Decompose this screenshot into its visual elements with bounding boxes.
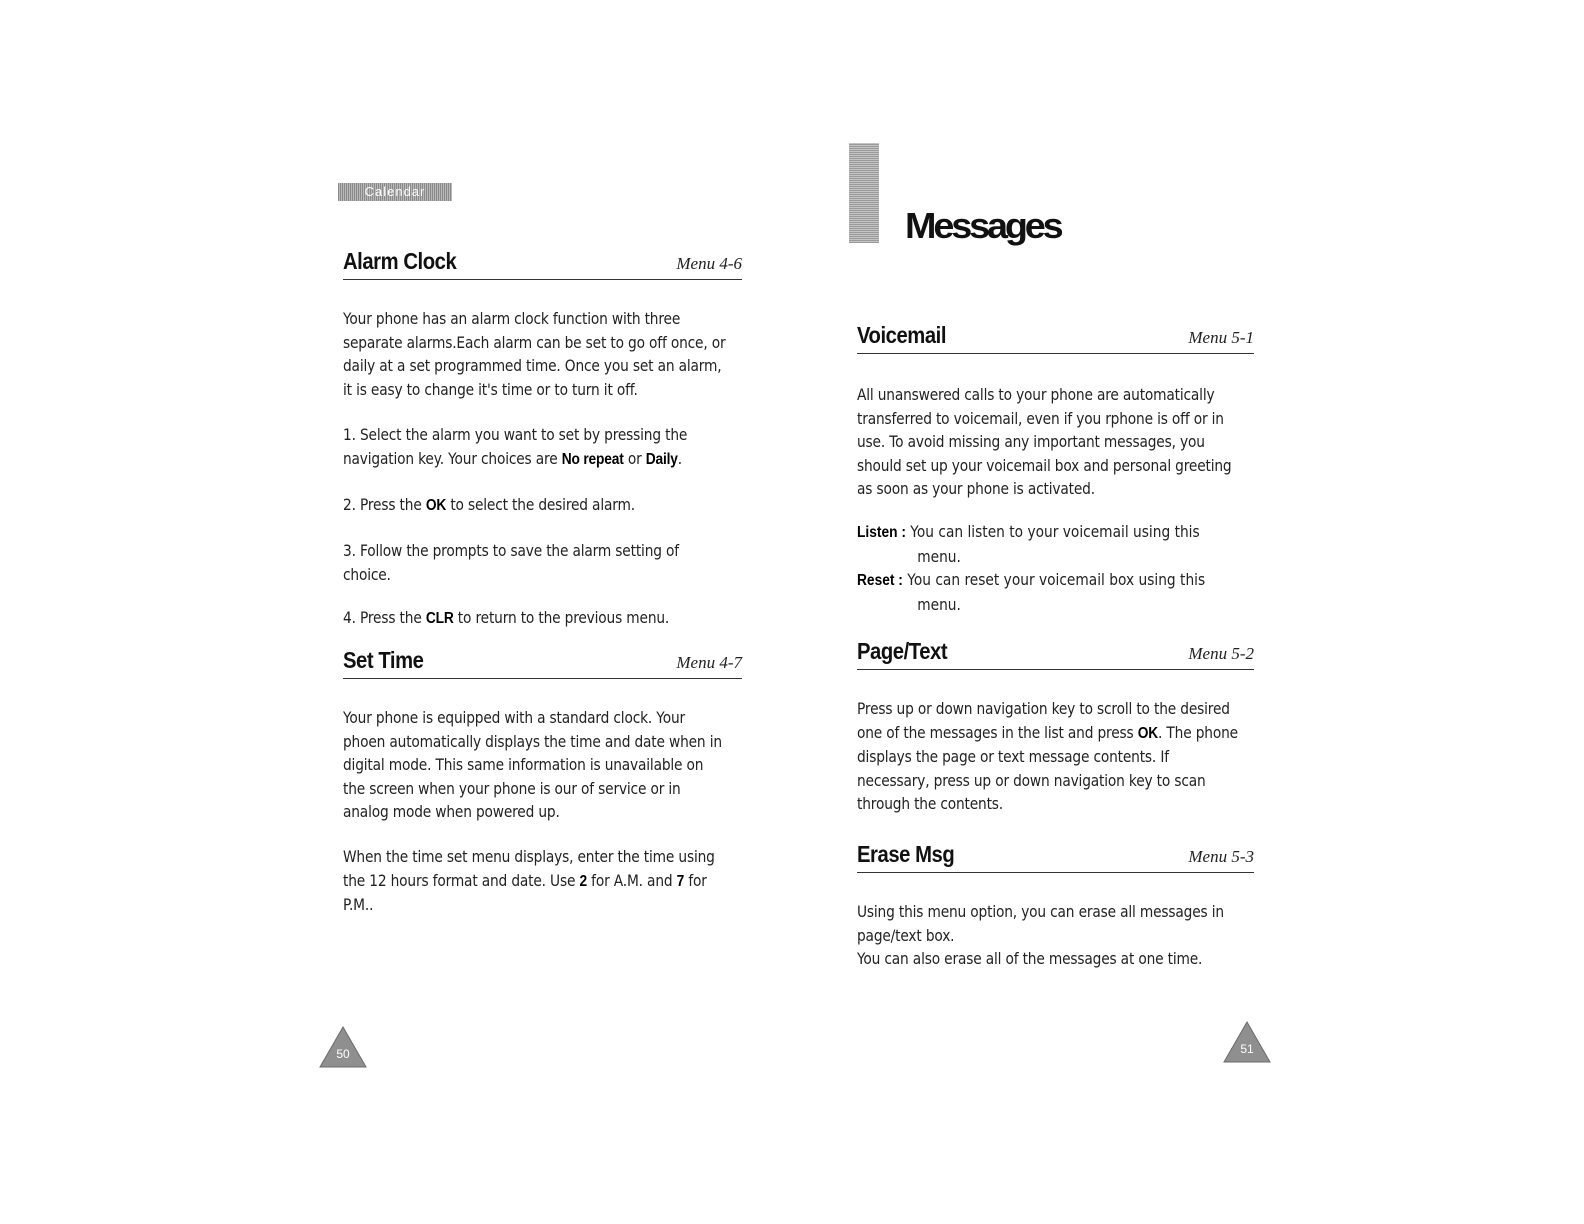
page-number-badge-right [1223,1021,1271,1063]
text-span: 4. Press the [343,608,426,627]
text-span: to select the desired alarm. [446,495,635,514]
key-clr: CLR [425,610,454,627]
text-line: All unanswered calls to your phone are automatically [857,385,1215,404]
erase-msg-heading [857,842,1254,873]
text-line: P.M.. [343,895,374,914]
text-line: should set up your voicemail box and personal greeting [857,455,1232,475]
text-line: You can also erase all of the messages at one time. [857,949,1203,968]
voicemail-heading [857,323,1254,354]
alarm-step-2 [343,493,635,518]
page-text-title: Page/Text [857,638,948,664]
erase-msg-menu-ref: Menu 5-3 [1188,847,1254,866]
text-span: . The phone [1158,722,1238,742]
section-tab-calendar: Calendar [338,183,452,201]
text-line: Your phone is equipped with a standard clock. Your [343,708,685,727]
option-term: Reset : [857,572,903,589]
alarm-step-1 [343,423,687,471]
page-number: 50 [336,1047,350,1061]
page-text-heading [857,639,1254,670]
option-desc-cont: menu. [917,594,961,614]
text-line: daily at a set programmed time. Once you set an alarm, [343,356,722,375]
set-time-menu-ref: Menu 4-7 [676,653,742,672]
text-span: to return to the previous menu. [453,608,670,627]
option-desc-cont: menu. [917,546,961,566]
text-span: 2. Press the [343,495,426,514]
alarm-step-4 [343,606,669,631]
set-time-para-1 [343,706,722,824]
text-line: Press up or down navigation key to scroll to the desired [857,699,1230,718]
text-line: it is easy to change it's time or to turn it off. [343,379,638,399]
option-listen [857,520,1205,545]
text-line: transferred to voicemail, even if you rphone is off or in [857,408,1224,428]
set-time-title: Set Time [343,647,424,673]
text-line: 3. Follow the prompts to save the alarm setting of [343,541,679,560]
page-number: 51 [1240,1042,1254,1056]
set-time-para-2 [343,845,715,917]
text-span: or [623,448,646,468]
right-page [792,0,1584,1224]
text-span: for A.M. and [586,870,677,890]
text-line: use. To avoid missing any important messages, you [857,432,1205,451]
text-span: the 12 hours format and date. Use [343,870,580,890]
option-reset [857,568,1205,593]
text-span: one of the messages in the list and press [857,722,1138,742]
text-line: Using this menu option, you can erase all messages in [857,902,1224,921]
option-no-repeat: No repeat [561,450,624,468]
text-span: . [677,448,683,468]
text-line: through the contents. [857,794,1004,813]
text-line [343,606,669,631]
alarm-clock-menu-ref: Menu 4-6 [676,254,742,273]
voicemail-menu-ref: Menu 5-1 [1188,328,1254,347]
option-desc: You can reset your voicemail box using this [902,570,1206,589]
page-text-para [857,697,1238,816]
erase-msg-title: Erase Msg [857,841,955,867]
key-7: 7 [676,872,685,890]
key-ok: OK [425,497,447,514]
alarm-clock-title: Alarm Clock [343,248,457,274]
text-line: When the time set menu displays, enter the time using [343,847,715,866]
text-line [343,869,715,894]
text-span: for [684,870,707,890]
voicemail-para [857,383,1231,501]
alarm-intro [343,307,725,401]
text-line: the screen when your phone is our of service or in [343,778,681,798]
option-desc: You can listen to your voicemail using this [905,522,1200,541]
text-line: 1. Select the alarm you want to set by pressing the [343,425,688,444]
text-line: choice. [343,564,391,584]
text-line: phoen automatically displays the time and date when in [343,731,722,751]
voicemail-options [857,520,1205,616]
text-line: page/text box. [857,925,955,945]
text-line [343,447,687,472]
chapter-title: Messages [905,205,1061,246]
text-line: Your phone has an alarm clock function with three [343,309,681,328]
text-line: displays the page or text message contents. If [857,747,1169,766]
text-line [857,721,1238,746]
text-line: analog mode when powered up. [343,802,560,821]
key-2: 2 [579,872,587,890]
text-line: separate alarms.Each alarm can be set to go off once, or [343,332,726,352]
option-daily: Daily [645,450,678,468]
text-span: navigation key. Your choices are [343,448,562,468]
page-number-badge-left [319,1026,367,1068]
text-line: necessary, press up or down navigation key to scan [857,770,1206,790]
option-term: Listen : [857,524,906,541]
alarm-step-3 [343,539,679,586]
erase-msg-para [857,900,1224,971]
voicemail-title: Voicemail [857,322,947,348]
page-text-menu-ref: Menu 5-2 [1188,644,1254,663]
text-line: as soon as your phone is activated. [857,479,1095,498]
text-line [343,493,635,518]
key-ok: OK [1137,724,1159,742]
alarm-clock-heading [343,249,742,280]
chapter-marker-bar [849,143,879,243]
set-time-heading [343,648,742,679]
text-line: digital mode. This same information is unavailable on [343,755,704,774]
